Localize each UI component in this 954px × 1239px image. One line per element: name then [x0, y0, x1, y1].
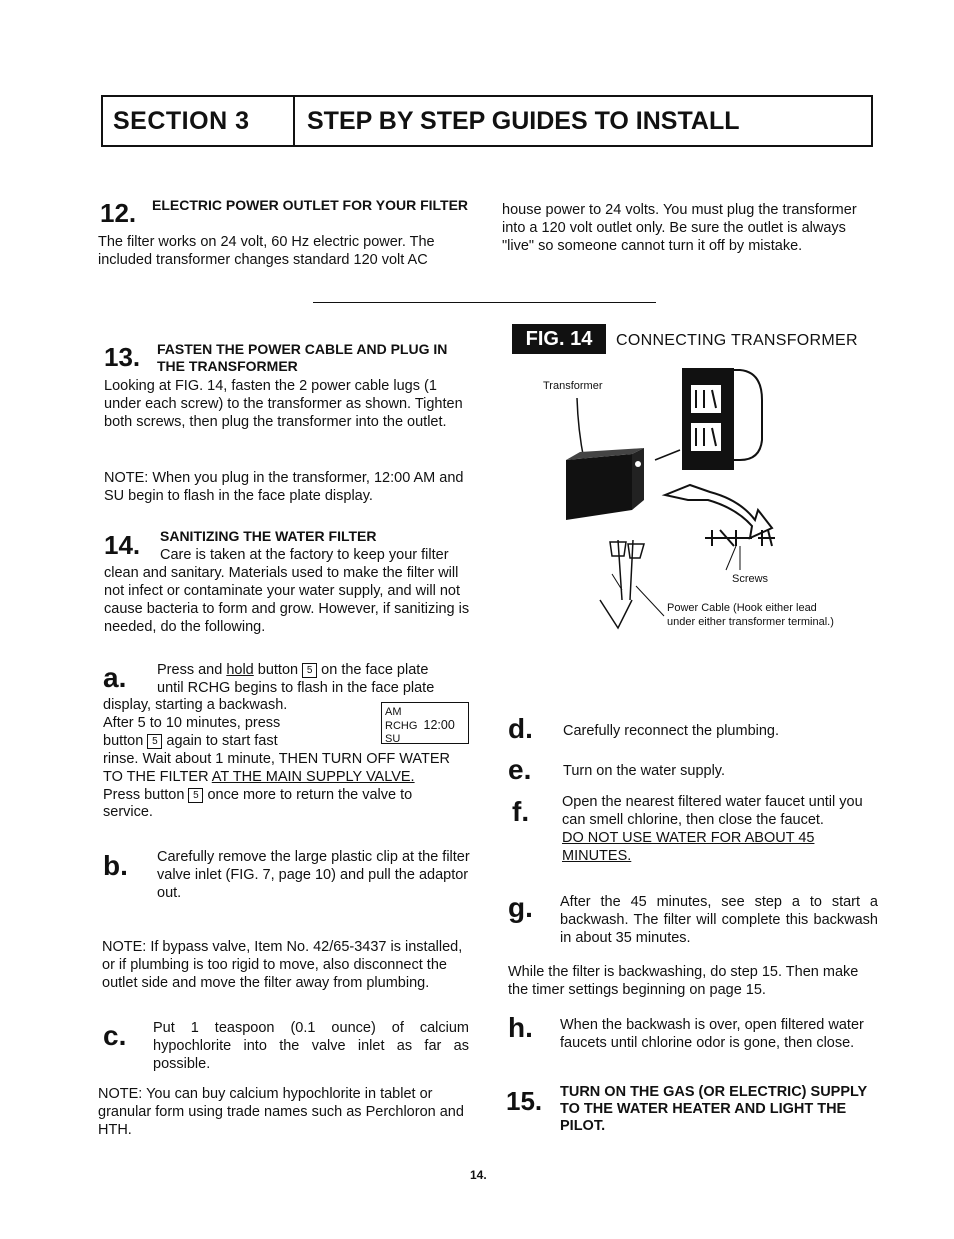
button-5-icon: 5	[302, 663, 317, 678]
section-header	[101, 95, 873, 147]
item-c-letter: c.	[103, 1020, 127, 1051]
outlet-drawing	[682, 368, 762, 470]
item-e-letter: e.	[508, 754, 532, 785]
item-g-text: After the 45 minutes, see step a to start a backwash. The filter will complete this backwash in about 35 minutes.	[560, 894, 878, 946]
button-5-icon: 5	[188, 788, 203, 803]
power-cable-drawing	[600, 540, 664, 628]
item-f-letter: f.	[512, 796, 530, 827]
note-bypass: NOTE: If bypass valve, Item No. 42/65-3437 is installed, or if plumbing is too rigid to move, also disconnect the outlet side and move the filter away from plumbing.	[102, 939, 463, 991]
item-b-letter: b.	[103, 850, 128, 881]
section-number: SECTION 3	[103, 97, 295, 145]
section-title: STEP BY STEP GUIDES TO INSTALL	[307, 106, 740, 135]
item-g-letter: g.	[508, 892, 533, 923]
item-d-letter: d.	[508, 713, 533, 744]
screws-drawing	[705, 530, 775, 570]
display-su: SU	[385, 733, 401, 745]
step-14-text: Care is taken at the factory to keep your filter clean and sanitary. Materials used to make the filter will not infect or contaminate your water supply, and will not cause bacteria to form and grow. However, if sanitizing is needed, do the following.	[104, 547, 470, 635]
figure-title: CONNECTING TRANSFORMER	[616, 332, 858, 349]
item-e-text: Turn on the water supply.	[563, 763, 725, 779]
step-12-number: 12.	[100, 198, 137, 228]
step-14-title: SANITIZING THE WATER FILTER	[160, 528, 377, 544]
step-15-number: 15.	[506, 1086, 543, 1116]
step-12-text-right: house power to 24 volts. You must plug the transformer into a 120 volt outlet only. Be sure the outlet is always "live" so someone cannot turn it off by mistake.	[502, 202, 857, 254]
transformer-illustration	[540, 360, 800, 630]
step-12-title: ELECTRIC POWER OUTLET FOR YOUR FILTER	[152, 197, 469, 213]
item-b-text: Carefully remove the large plastic clip at the filter valve inlet (FIG. 7, page 10) and pull the adaptor out.	[157, 849, 470, 901]
item-h-letter: h.	[508, 1012, 533, 1043]
transformer-block	[566, 448, 644, 520]
item-a-line5: button 5 again to start fast	[103, 733, 278, 749]
while-text: While the filter is backwashing, do step 15. Then make the timer settings beginning on page 15.	[508, 964, 859, 998]
item-a-line2: until RCHG begins to flash in the face plate	[157, 680, 435, 696]
item-f-text: Open the nearest filtered water faucet until you can smell chlorine, then close the faucet. DO NOT USE WATER FOR ABOUT 45 MINUTES.	[562, 794, 863, 864]
item-h-text: When the backwash is over, open filtered water faucets until chlorine odor is gone, then close.	[560, 1017, 864, 1051]
step-15-title: TURN ON THE GAS (OR ELECTRIC) SUPPLY TO THE WATER HEATER AND LIGHT THE PILOT.	[560, 1084, 867, 1134]
step-13-title: FASTEN THE POWER CABLE AND PLUG IN THE TRANSFORMER	[157, 341, 448, 374]
label-power-cable-2: under either transformer terminal.)	[667, 616, 834, 628]
step-14-number: 14.	[104, 530, 141, 560]
display-rchg-line: RCHG 12:00	[385, 718, 455, 732]
item-a-line3: display, starting a backwash.	[103, 697, 288, 713]
step-13-number: 13.	[104, 342, 141, 372]
item-a-line6: rinse. Wait about 1 minute, THEN TURN OFF WATER	[103, 751, 451, 767]
label-screws: Screws	[732, 573, 769, 585]
item-a-letter: a.	[103, 662, 127, 693]
button-5-icon: 5	[147, 734, 162, 749]
item-a-line7: TO THE FILTER AT THE MAIN SUPPLY VALVE.	[103, 769, 415, 785]
item-a-line8: Press button 5 once more to return the valve to	[103, 787, 413, 803]
item-a-line9: service.	[103, 804, 153, 820]
item-a-line4: After 5 to 10 minutes, press	[103, 715, 281, 731]
item-c-text: Put 1 teaspoon (0.1 ounce) of calcium hypochlorite into the valve inlet as far as possible.	[153, 1020, 469, 1072]
item-d-text: Carefully reconnect the plumbing.	[563, 723, 780, 739]
divider	[313, 302, 656, 303]
item-a-line1: Press and hold button 5 on the face plate	[157, 662, 429, 678]
label-power-cable-1: Power Cable (Hook either lead	[667, 602, 817, 614]
step-12-text-left: The filter works on 24 volt, 60 Hz electric power. The included transformer changes standard 120 volt AC	[98, 234, 435, 268]
display-am: AM	[385, 706, 402, 718]
label-transformer: Transformer	[543, 380, 603, 392]
step-13-note: NOTE: When you plug in the transformer, 12:00 AM and SU begin to flash in the face plate display.	[104, 470, 464, 504]
face-plate-display	[381, 702, 469, 744]
figure-badge: FIG. 14	[512, 324, 606, 354]
step-13-text: Looking at FIG. 14, fasten the 2 power cable lugs (1 under each screw) to the transformer as shown. Tighten both screws, then plug the transformer into the outlet.	[104, 378, 463, 430]
page-number: 14.	[470, 1168, 487, 1182]
note-calcium: NOTE: You can buy calcium hypochlorite in tablet or granular form using trade names such as Perchloron and HTH.	[98, 1086, 464, 1138]
